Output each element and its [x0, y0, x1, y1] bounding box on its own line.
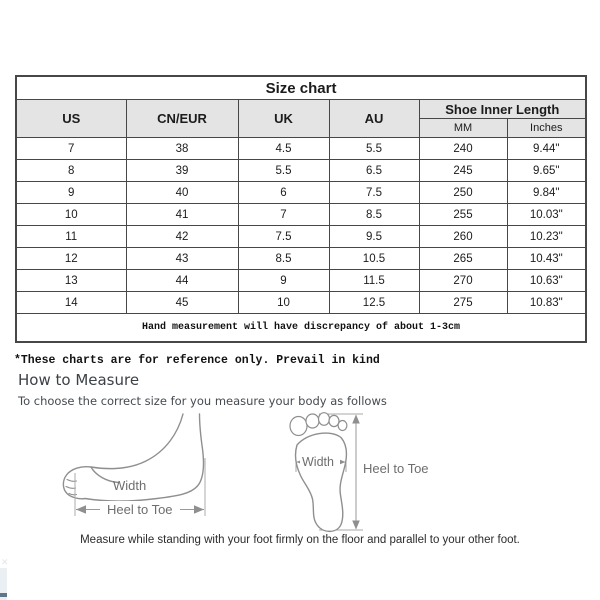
- size-cell: 260: [419, 226, 507, 248]
- size-cell: 9.5: [329, 226, 419, 248]
- size-cell: 10.83": [507, 292, 586, 314]
- size-cell: 9.65": [507, 160, 586, 182]
- size-cell: 12: [16, 248, 126, 270]
- col-header-inches: Inches: [507, 119, 586, 138]
- size-cell: 10.43": [507, 248, 586, 270]
- size-cell: 10.03": [507, 204, 586, 226]
- col-header-shoe-inner-length: Shoe Inner Length: [419, 100, 586, 119]
- arrow-up-icon: [352, 415, 360, 424]
- size-row: [16, 248, 586, 270]
- size-cell: 42: [126, 226, 238, 248]
- size-row: [16, 292, 586, 314]
- size-rows: [16, 138, 586, 314]
- size-cell: 10.5: [329, 248, 419, 270]
- col-header-uk: UK: [238, 100, 329, 138]
- size-cell: 13: [16, 270, 126, 292]
- table-footnote: Hand measurement will have discrepancy of about 1-3cm: [16, 314, 586, 343]
- size-cell: 39: [126, 160, 238, 182]
- size-cell: 45: [126, 292, 238, 314]
- how-to-measure-subtitle: To choose the correct size for you measure your body as follows: [18, 394, 387, 408]
- size-cell: 9.84": [507, 182, 586, 204]
- size-cell: 12.5: [329, 292, 419, 314]
- size-cell: 7.5: [238, 226, 329, 248]
- size-cell: 11: [16, 226, 126, 248]
- size-row: [16, 270, 586, 292]
- size-cell: 10: [16, 204, 126, 226]
- size-cell: 240: [419, 138, 507, 160]
- size-cell: 5.5: [238, 160, 329, 182]
- col-header-cn-eur: CN/EUR: [126, 100, 238, 138]
- size-cell: 245: [419, 160, 507, 182]
- size-cell: 265: [419, 248, 507, 270]
- footprint-outline: [296, 433, 347, 531]
- size-cell: 9: [16, 182, 126, 204]
- corner-artifact-mark: ✕: [1, 557, 9, 567]
- size-cell: 10: [238, 292, 329, 314]
- table-title: Size chart: [16, 76, 586, 100]
- size-cell: 255: [419, 204, 507, 226]
- size-row: [16, 204, 586, 226]
- size-row: [16, 182, 586, 204]
- size-chart-table: [15, 75, 587, 343]
- size-cell: 38: [126, 138, 238, 160]
- size-cell: 5.5: [329, 138, 419, 160]
- col-header-us: US: [16, 100, 126, 138]
- col-header-au: AU: [329, 100, 419, 138]
- foot-top-view-diagram: [283, 410, 431, 540]
- size-cell: 40: [126, 182, 238, 204]
- size-cell: 6.5: [329, 160, 419, 182]
- size-cell: 250: [419, 182, 507, 204]
- size-row: [16, 138, 586, 160]
- arrow-down-icon: [352, 521, 360, 530]
- size-cell: 6: [238, 182, 329, 204]
- measure-caption: Measure while standing with your foot firmly on the floor and parallel to your other foot.: [80, 534, 520, 546]
- foot-side-view-diagram: [55, 413, 255, 538]
- size-cell: 7: [16, 138, 126, 160]
- size-cell: 9: [238, 270, 329, 292]
- size-cell: 275: [419, 292, 507, 314]
- size-cell: 8.5: [329, 204, 419, 226]
- size-cell: 44: [126, 270, 238, 292]
- side-heel-to-toe-label: Heel to Toe: [107, 502, 173, 517]
- size-cell: 7.5: [329, 182, 419, 204]
- disclaimer-text: *These charts are for reference only. Prevail in kind: [14, 354, 380, 367]
- footprint-toes: [290, 413, 347, 436]
- size-row: [16, 226, 586, 248]
- col-header-mm: MM: [419, 119, 507, 138]
- size-cell: 9.44": [507, 138, 586, 160]
- size-cell: 14: [16, 292, 126, 314]
- size-cell: 270: [419, 270, 507, 292]
- size-cell: 10.23": [507, 226, 586, 248]
- arrow-right-icon: [194, 505, 204, 513]
- side-width-label: Width: [113, 478, 147, 493]
- size-cell: 8: [16, 160, 126, 182]
- size-cell: 7: [238, 204, 329, 226]
- arrow-left-icon: [76, 505, 86, 513]
- corner-artifact-bar: [0, 593, 7, 597]
- size-cell: 41: [126, 204, 238, 226]
- top-width-label: Width: [302, 455, 334, 469]
- size-row: [16, 160, 586, 182]
- size-cell: 11.5: [329, 270, 419, 292]
- size-cell: 8.5: [238, 248, 329, 270]
- size-cell: 43: [126, 248, 238, 270]
- size-cell: 10.63": [507, 270, 586, 292]
- top-heel-to-toe-label: Heel to Toe: [363, 461, 429, 476]
- how-to-measure-title: How to Measure: [18, 371, 140, 389]
- size-cell: 4.5: [238, 138, 329, 160]
